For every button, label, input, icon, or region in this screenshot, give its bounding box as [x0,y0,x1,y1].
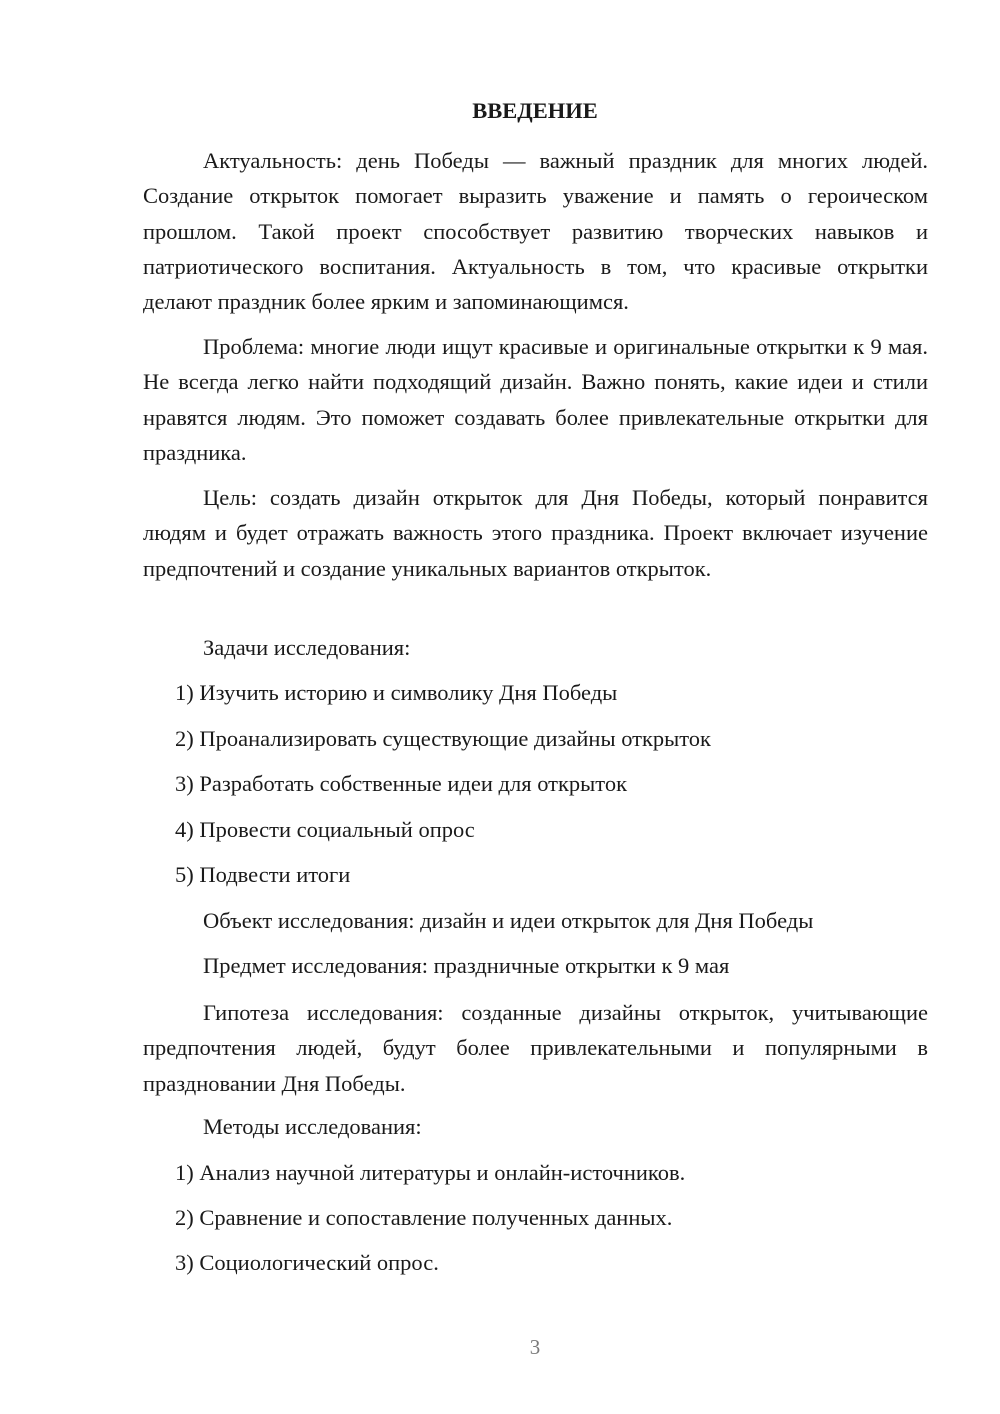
method-item-1: 1) Анализ научной литературы и онлайн-источников. [175,1160,686,1185]
method-item-2: 2) Сравнение и сопоставление полученных данных. [175,1205,673,1230]
research-object: Объект исследования: дизайн и идеи открыток для Дня Победы [203,908,814,933]
method-item-3: 3) Социологический опрос. [175,1250,439,1275]
research-subject: Предмет исследования: праздничные открытки к 9 мая [203,953,730,978]
section-heading: ВВЕДЕНИЕ [472,98,598,123]
task-item-4: 4) Провести социальный опрос [175,817,475,842]
tasks-title: Задачи исследования: [203,635,411,660]
page-number: 3 [529,1335,541,1359]
task-item-5: 5) Подвести итоги [175,862,351,887]
paragraph-hypothesis: Гипотеза исследования: созданные дизайны открыток, учитывающие предпочтения людей, будут более привлекательными и популярными в праздновании Дня Победы. [143,1000,928,1096]
paragraph-relevance: Актуальность: день Победы — важный праздник для многих людей. Создание открыток помогает выразить уважение и память о героическом прошлом. Такой проект способствует развитию творческих навыков и патриотического воспитания. Актуальность в том, что красивые открытки делают праздник более ярким и запоминающимся. [143,148,928,315]
methods-title: Методы исследования: [203,1114,422,1139]
paragraph-goal: Цель: создать дизайн открыток для Дня Победы, который понравится людям и будет отражать важность этого праздника. Проект включает изучение предпочтений и создание уникальных вариантов открыток. [143,485,928,581]
task-item-3: 3) Разработать собственные идеи для открыток [175,771,628,796]
paragraph-problem: Проблема: многие люди ищут красивые и оригинальные открытки к 9 мая. Не всегда легко найти подходящий дизайн. Важно понять, какие идеи и стили нравятся людям. Это поможет создавать более привлекательные открытки для праздника. [143,334,928,465]
task-item-1: 1) Изучить историю и символику Дня Победы [175,680,618,705]
task-item-2: 2) Проанализировать существующие дизайны открыток [175,726,711,751]
